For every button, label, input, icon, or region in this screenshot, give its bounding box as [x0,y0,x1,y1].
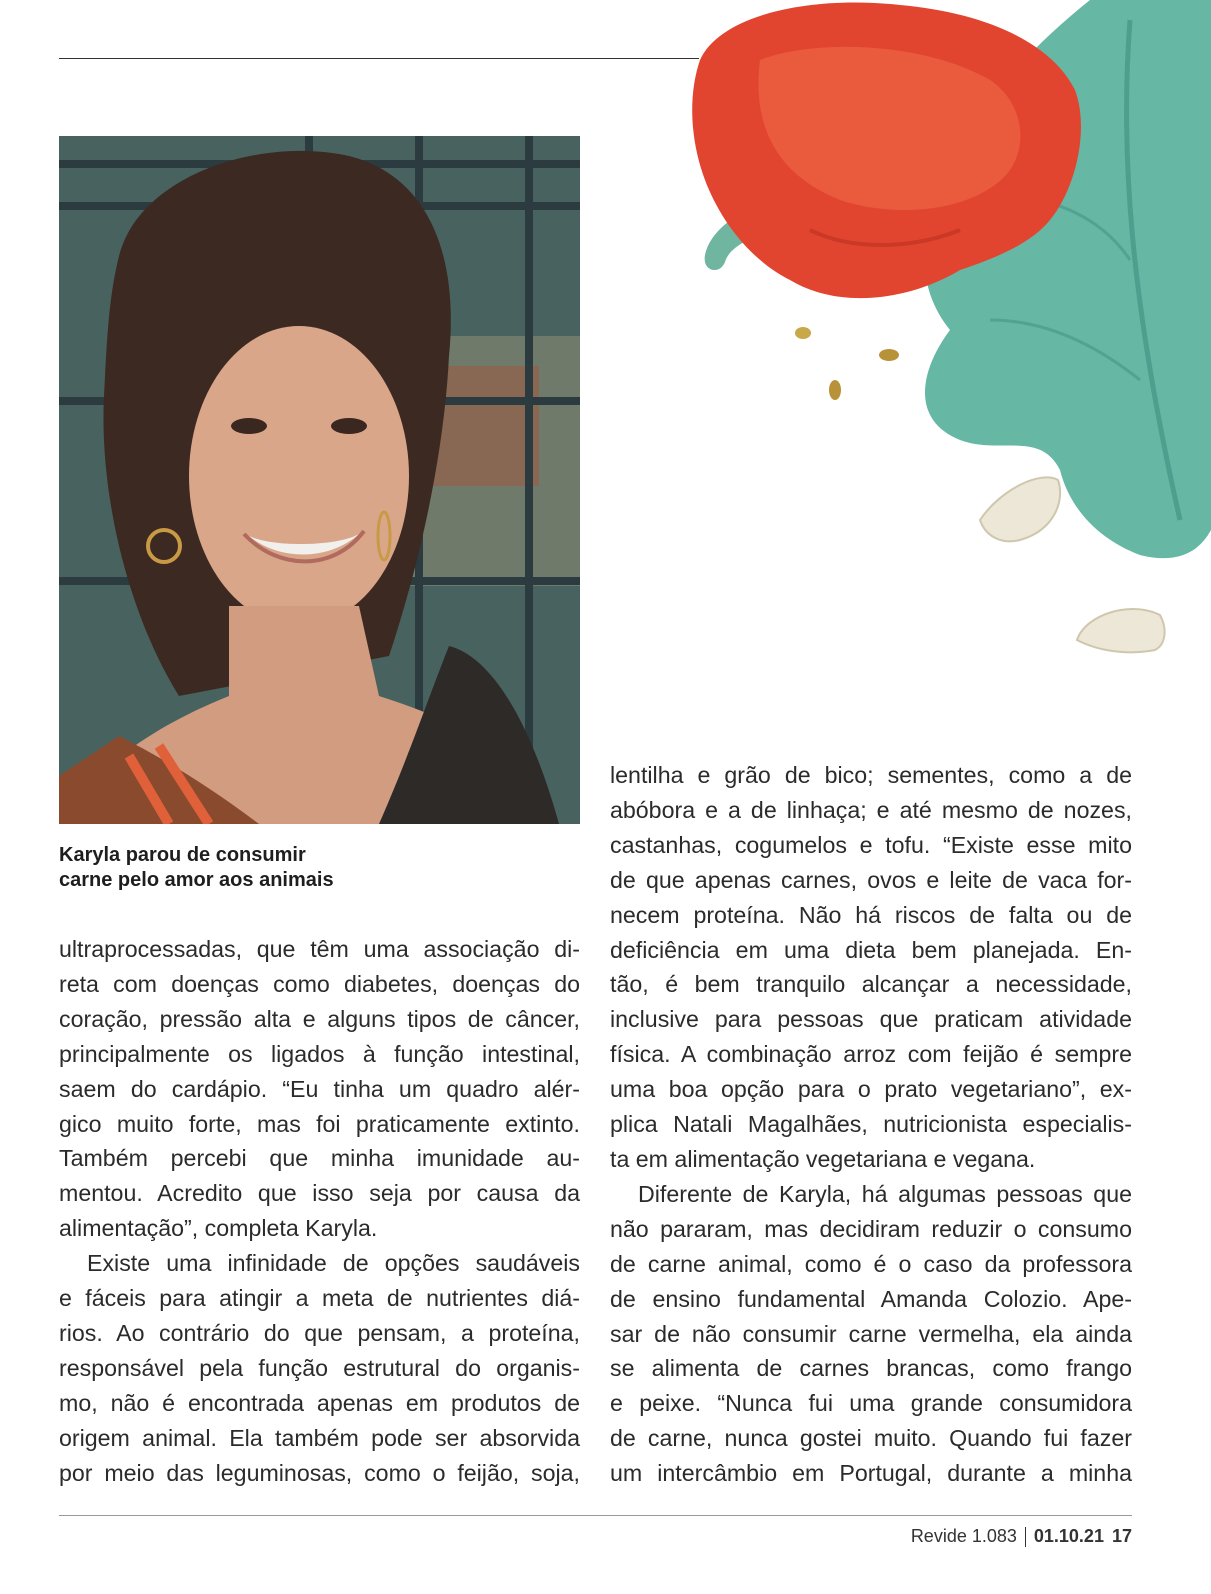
footer-separator [1025,1527,1026,1547]
text-line: sar de não consumir carne vermelha, ela ainda [610,1320,1132,1347]
text-line: ta em alimentação vegetariana e vegana. [610,1145,1036,1172]
pepper-illustration [660,0,1211,700]
text-line: rios. Ao contrário do que pensam, a proteína, [59,1319,580,1346]
text-line: não pararam, mas decidiram reduzir o consumo [610,1215,1132,1242]
article-column-left [59,932,580,1491]
text-line: Existe uma infinidade de opções saudáveis [87,1250,580,1277]
magazine-issue: Revide 1.083 [910,1526,1017,1546]
text-line: necem proteína. Não há riscos de falta ou de [610,901,1132,928]
text-line: lentilha e grão de bico; sementes, como a de [610,762,1132,788]
text-line: de ensino fundamental Amanda Colozio. Ape- [610,1285,1132,1312]
text-line: física. A combinação arroz com feijão é sempre [610,1041,1132,1068]
top-rule [59,58,699,59]
text-line: alimentação”, completa Karyla. [59,1215,378,1242]
text-line: um intercâmbio em Portugal, durante a minha [610,1460,1132,1487]
text-line: mentou. Acredito que isso seja por causa da [59,1180,580,1207]
page-footer [911,1526,1132,1547]
text-line: mo, não é encontrada apenas em produtos de [59,1389,580,1416]
text-line: Também percebi que minha imunidade au- [59,1145,580,1172]
text-line: plica Natali Magalhães, nutricionista especialis- [610,1111,1132,1138]
text-line: e fáceis para atingir a meta de nutrientes diá- [59,1285,580,1312]
text-line: abóbora e a de linhaça; e até mesmo de nozes, [610,796,1132,823]
text-line: gico muito forte, mas foi praticamente extinto. [59,1110,580,1137]
text-line: tão, é bem tranquilo alcançar a necessidade, [610,971,1132,998]
text-line: origem animal. Ela também pode ser absorvida [59,1424,580,1451]
text-line: por meio das leguminosas, como o feijão, soja, [59,1459,580,1486]
photo-caption [59,843,389,893]
text-line: de que apenas carnes, ovos e leite de vaca for- [610,866,1132,893]
text-line: reta com doenças como diabetes, doenças do [59,970,580,997]
text-line: uma boa opção para o prato vegetariano”, ex- [610,1076,1132,1103]
bottom-rule [59,1515,1132,1516]
text-line: principalmente os ligados à função intestinal, [59,1040,580,1067]
text-line: ultraprocessadas, que têm uma associação di- [59,936,580,962]
caption-line: Karyla parou de consumir [59,844,306,866]
text-line: de carne, nunca gostei muito. Quando fui fazer [610,1425,1132,1452]
page-number: 17 [1111,1526,1132,1546]
text-line: Diferente de Karyla, há algumas pessoas que [638,1180,1132,1207]
text-line: inclusive para pessoas que praticam atividade [610,1006,1132,1033]
text-line: coração, pressão alta e alguns tipos de câncer, [59,1005,580,1032]
text-line: de carne animal, como é o caso da professora [610,1250,1132,1277]
text-line: e peixe. “Nunca fui uma grande consumidora [610,1390,1132,1417]
text-line: deficiência em uma dieta bem planejada. En- [610,936,1132,963]
issue-date: 01.10.21 [1033,1526,1104,1546]
portrait-photo [59,136,580,824]
caption-line: carne pelo amor aos animais [59,869,334,891]
article-column-right [610,758,1132,1491]
text-line: castanhas, cogumelos e tofu. “Existe esse mito [610,831,1132,858]
text-line: se alimenta de carnes brancas, como frango [610,1355,1132,1382]
text-line: saem do cardápio. “Eu tinha um quadro alér- [59,1075,580,1102]
text-line: responsável pela função estrutural do organis- [59,1354,580,1381]
